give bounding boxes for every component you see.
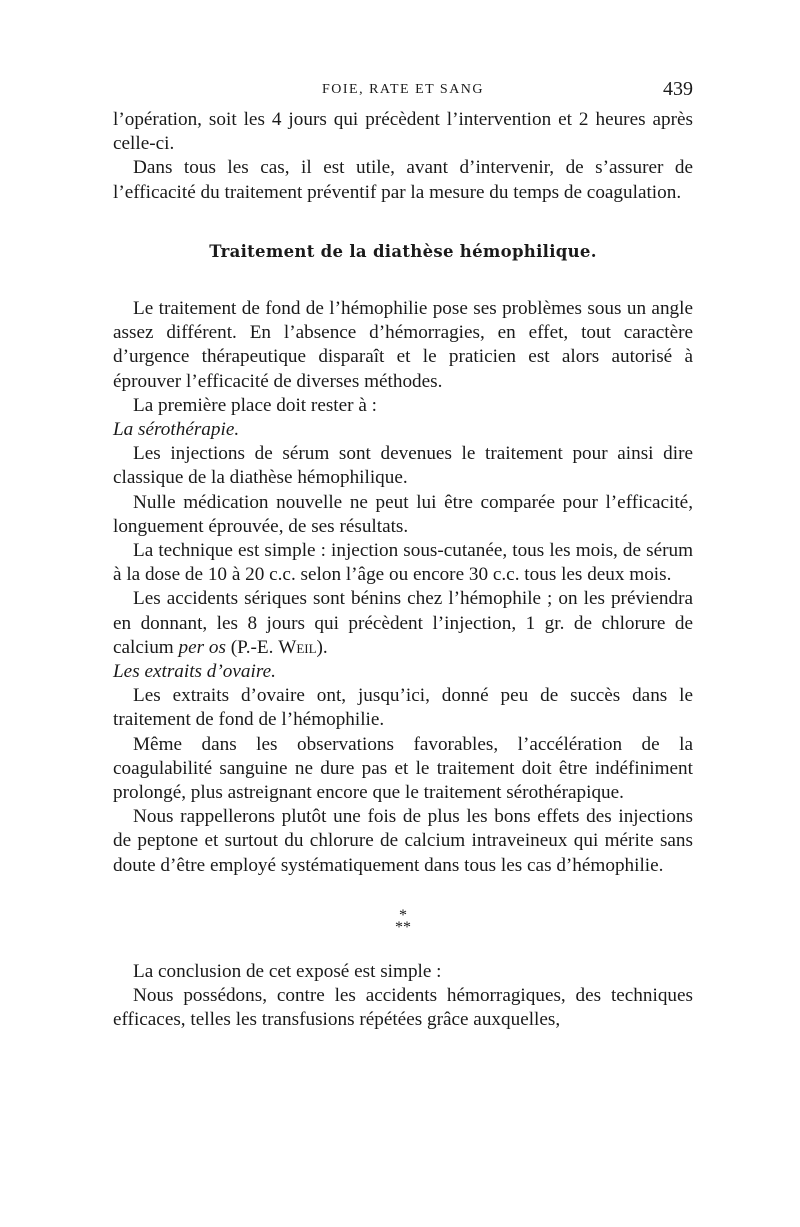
- running-header: [113, 78, 693, 102]
- asterism-bottom: **: [395, 918, 411, 936]
- paragraph-text: Les accidents sériques sont bénins chez l’hémophile ; on les préviendra en donnant, les 8 jours qui précèdent l’injection, 1 gr. de chlorure de calcium: [113, 588, 693, 658]
- citation-open: (P.-E.: [225, 636, 279, 658]
- paragraph: Nous rappellerons plutôt une fois de plus les bons effets des injections de peptone et surtout du chlorure de calcium intraveineux qui mérite sans doute d’être employé systématiquement dans tous les cas d’hémophilie.: [113, 806, 693, 876]
- book-page: [113, 78, 693, 1033]
- asterism-top: *: [399, 906, 407, 924]
- page-number: 439: [663, 78, 693, 100]
- body-text: [113, 108, 693, 1033]
- author-name: Weil: [278, 636, 317, 658]
- paragraph: La conclusion de cet exposé est simple :: [133, 960, 442, 982]
- subheading-extraits-ovaire: Les extraits d’ovaire.: [113, 661, 276, 683]
- paragraph: Les injections de sérum sont devenues le traitement pour ainsi dire classique de la diathèse hémophilique.: [113, 443, 693, 489]
- paragraph: Nulle médication nouvelle ne peut lui être comparée pour l’efficacité, longuement éprouvée, de ses résultats.: [113, 491, 693, 537]
- section-heading: Traitement de la diathèse hémophilique.: [209, 241, 597, 261]
- running-title: FOIE, RATE ET SANG: [321, 82, 485, 97]
- paragraph: Même dans les observations favorables, l’accélération de la coagulabilité sanguine ne dure pas et le traitement doit être indéfiniment prolongé, plus astreignant encore que le traitement sérothérapique.: [113, 733, 693, 804]
- citation-close: ).: [316, 636, 328, 658]
- asterism-separator: [113, 906, 693, 936]
- paragraph: Nous possédons, contre les accidents hémorragiques, des techniques efficaces, telles les transfusions répétées grâce auxquelles,: [113, 985, 693, 1031]
- paragraph: Les extraits d’ovaire ont, jusqu’ici, donné peu de succès dans le traitement de fond de l’hémophilie.: [113, 685, 693, 731]
- paragraph: Dans tous les cas, il est utile, avant d’intervenir, de s’assurer de l’efficacité du traitement préventif par la mesure du temps de coagulation.: [113, 157, 693, 203]
- paragraph: La première place doit rester à :: [133, 394, 377, 416]
- subheading-serotherapie: La sérothérapie.: [113, 419, 240, 441]
- paragraph: Le traitement de fond de l’hémophilie pose ses problèmes sous un angle assez différent. En l’absence d’hémorragies, en effet, tout caractère d’urgence thérapeutique disparaît et le praticien est alors autorisé à éprouver l’efficacité de diverses méthodes.: [113, 298, 693, 392]
- latin-term: per os: [178, 636, 226, 658]
- paragraph-continued: l’opération, soit les 4 jours qui précèdent l’intervention et 2 heures après celle-ci.: [113, 109, 693, 155]
- paragraph: La technique est simple : injection sous-cutanée, tous les mois, de sérum à la dose de 10 à 20 c.c. selon l’âge ou encore 30 c.c. tous les deux mois.: [113, 540, 693, 586]
- paragraph: [113, 587, 693, 660]
